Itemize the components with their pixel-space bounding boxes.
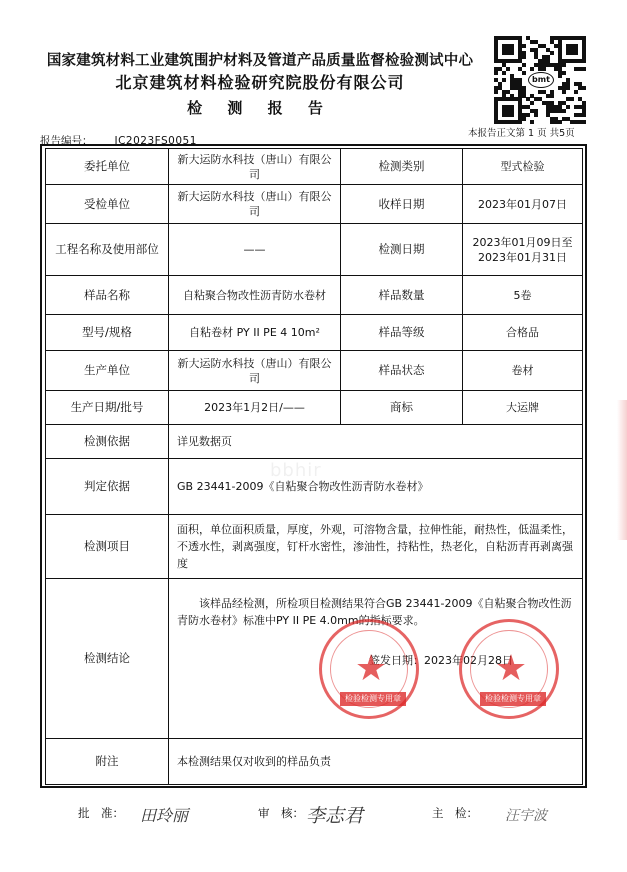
field-value: 2023年01月07日	[463, 185, 583, 224]
field-label: 生产日期/批号	[46, 391, 169, 425]
report-number-value: JC2023FS0051	[114, 135, 197, 147]
center-name: 国家建筑材料工业建筑围护材料及管道产品质量监督检验测试中心	[46, 53, 474, 69]
qr-code[interactable]	[494, 36, 586, 124]
qr-module	[550, 94, 554, 98]
table-row	[46, 425, 583, 459]
field-label: 样品数量	[341, 276, 463, 315]
field-value: 大运牌	[463, 391, 583, 425]
qr-module	[522, 55, 526, 59]
field-label: 检测结论	[46, 579, 169, 739]
field-value: 合格品	[463, 315, 583, 351]
qr-module	[558, 74, 562, 78]
table-row	[46, 224, 583, 276]
field-label: 生产单位	[46, 351, 169, 391]
seal-stamp-right	[459, 619, 559, 719]
table-row	[46, 185, 583, 224]
qr-module	[562, 90, 566, 94]
qr-module	[506, 67, 510, 71]
field-label: 检测日期	[341, 224, 463, 276]
field-label: 检测项目	[46, 515, 169, 579]
field-value: 自粘聚合物改性沥青防水卷材	[169, 276, 341, 315]
qr-module	[534, 113, 538, 117]
qr-module	[530, 101, 534, 105]
field-label: 委托单位	[46, 149, 169, 185]
table-row	[46, 739, 583, 785]
qr-module	[566, 86, 570, 90]
star-icon: ★	[354, 648, 388, 689]
chief-signature: 汪宇波	[505, 808, 547, 824]
field-value: GB 23441-2009《自粘聚合物改性沥青防水卷材》	[169, 459, 583, 515]
qr-module	[502, 78, 506, 82]
field-value: 型式检验	[463, 149, 583, 185]
seal-band: 检验检测专用章	[480, 692, 546, 706]
institute-name: 北京建筑材料检验研究院股份有限公司	[115, 73, 405, 92]
review-signature: 李志君	[306, 805, 364, 827]
table-row	[46, 276, 583, 315]
field-value: 新大运防水科技（唐山）有限公司	[169, 351, 341, 391]
report-number-label: 报告编号：	[40, 135, 93, 147]
qr-module	[502, 71, 506, 75]
field-value: 本检测结果仅对收到的样品负责	[169, 739, 583, 785]
page-info: 本报告正文第 1 页 共5页	[468, 128, 575, 139]
table-row	[46, 391, 583, 425]
field-label: 型号/规格	[46, 315, 169, 351]
qr-logo: bmt	[528, 72, 554, 88]
table-row	[46, 579, 583, 739]
approve-signature: 田玲丽	[140, 806, 189, 825]
table-row	[46, 315, 583, 351]
sign-date: 签发日期：2023年02月28日	[369, 654, 513, 667]
table-row	[46, 351, 583, 391]
field-value: 新大运防水科技（唐山）有限公司	[169, 185, 341, 224]
review-label: 审 核：	[258, 806, 304, 820]
qr-module	[574, 90, 578, 94]
approve-label: 批 准：	[78, 806, 124, 820]
qr-module	[494, 90, 498, 94]
qr-module	[530, 67, 534, 71]
qr-module	[582, 86, 586, 90]
field-value: 新大运防水科技（唐山）有限公司	[169, 149, 341, 185]
field-label: 检测依据	[46, 425, 169, 459]
field-value: 自粘卷材 PY II PE 4 10m²	[169, 315, 341, 351]
qr-module	[510, 113, 514, 117]
field-label: 样品等级	[341, 315, 463, 351]
field-value: 5卷	[463, 276, 583, 315]
table-row	[46, 149, 583, 185]
qr-module	[530, 120, 534, 124]
qr-module	[582, 113, 586, 117]
qr-module	[542, 67, 546, 71]
seal-band: 检验检测专用章	[340, 692, 406, 706]
qr-module	[582, 59, 586, 63]
qr-module	[566, 105, 570, 109]
field-label: 样品名称	[46, 276, 169, 315]
qr-module	[562, 63, 566, 67]
qr-module	[522, 44, 526, 48]
field-value: 面积，单位面积质量，厚度，外观，可溶物含量，拉伸性能，耐热性，低温柔性，不透水性，剥离强度，钉杆水密性，渗油性，持粘性，热老化，自粘沥青再剥离强度	[169, 515, 583, 579]
field-value: ——	[169, 224, 341, 276]
field-label: 样品状态	[341, 351, 463, 391]
field-value: 2023年1月2日/——	[169, 391, 341, 425]
doc-title: 检 测 报 告	[187, 99, 333, 117]
qr-module	[526, 113, 530, 117]
star-icon: ★	[494, 648, 528, 689]
qr-module	[550, 51, 554, 55]
qr-module	[510, 51, 514, 55]
chief-label: 主 检：	[432, 806, 478, 820]
qr-module	[518, 120, 522, 124]
qr-module	[574, 51, 578, 55]
qr-module	[562, 71, 566, 75]
page-edge-seal	[617, 400, 627, 540]
field-label: 检测类别	[341, 149, 463, 185]
qr-module	[522, 63, 526, 67]
field-label: 工程名称及使用部位	[46, 224, 169, 276]
field-label: 商标	[341, 391, 463, 425]
qr-module	[582, 67, 586, 71]
qr-module	[582, 120, 586, 124]
field-value: 详见数据页	[169, 425, 583, 459]
qr-module	[562, 109, 566, 113]
field-value: 2023年01月09日至2023年01月31日	[463, 224, 583, 276]
seal-stamp-left	[319, 619, 419, 719]
watermark: bbhir	[270, 460, 322, 481]
table-row	[46, 515, 583, 579]
conclusion-text: 该样品经检测，所检项目检测结果符合GB 23441-2009《自粘聚合物改性沥青防水卷材》标准中PY II PE 4.0mm的指标要求。	[177, 597, 572, 627]
field-label: 附注	[46, 739, 169, 785]
qr-module	[494, 71, 498, 75]
conclusion-cell	[169, 579, 583, 739]
field-label: 收样日期	[341, 185, 463, 224]
qr-module	[522, 71, 526, 75]
field-value: 卷材	[463, 351, 583, 391]
qr-module	[522, 117, 526, 121]
field-label: 受检单位	[46, 185, 169, 224]
qr-module	[558, 120, 562, 124]
qr-module	[570, 97, 574, 101]
field-label: 判定依据	[46, 459, 169, 515]
